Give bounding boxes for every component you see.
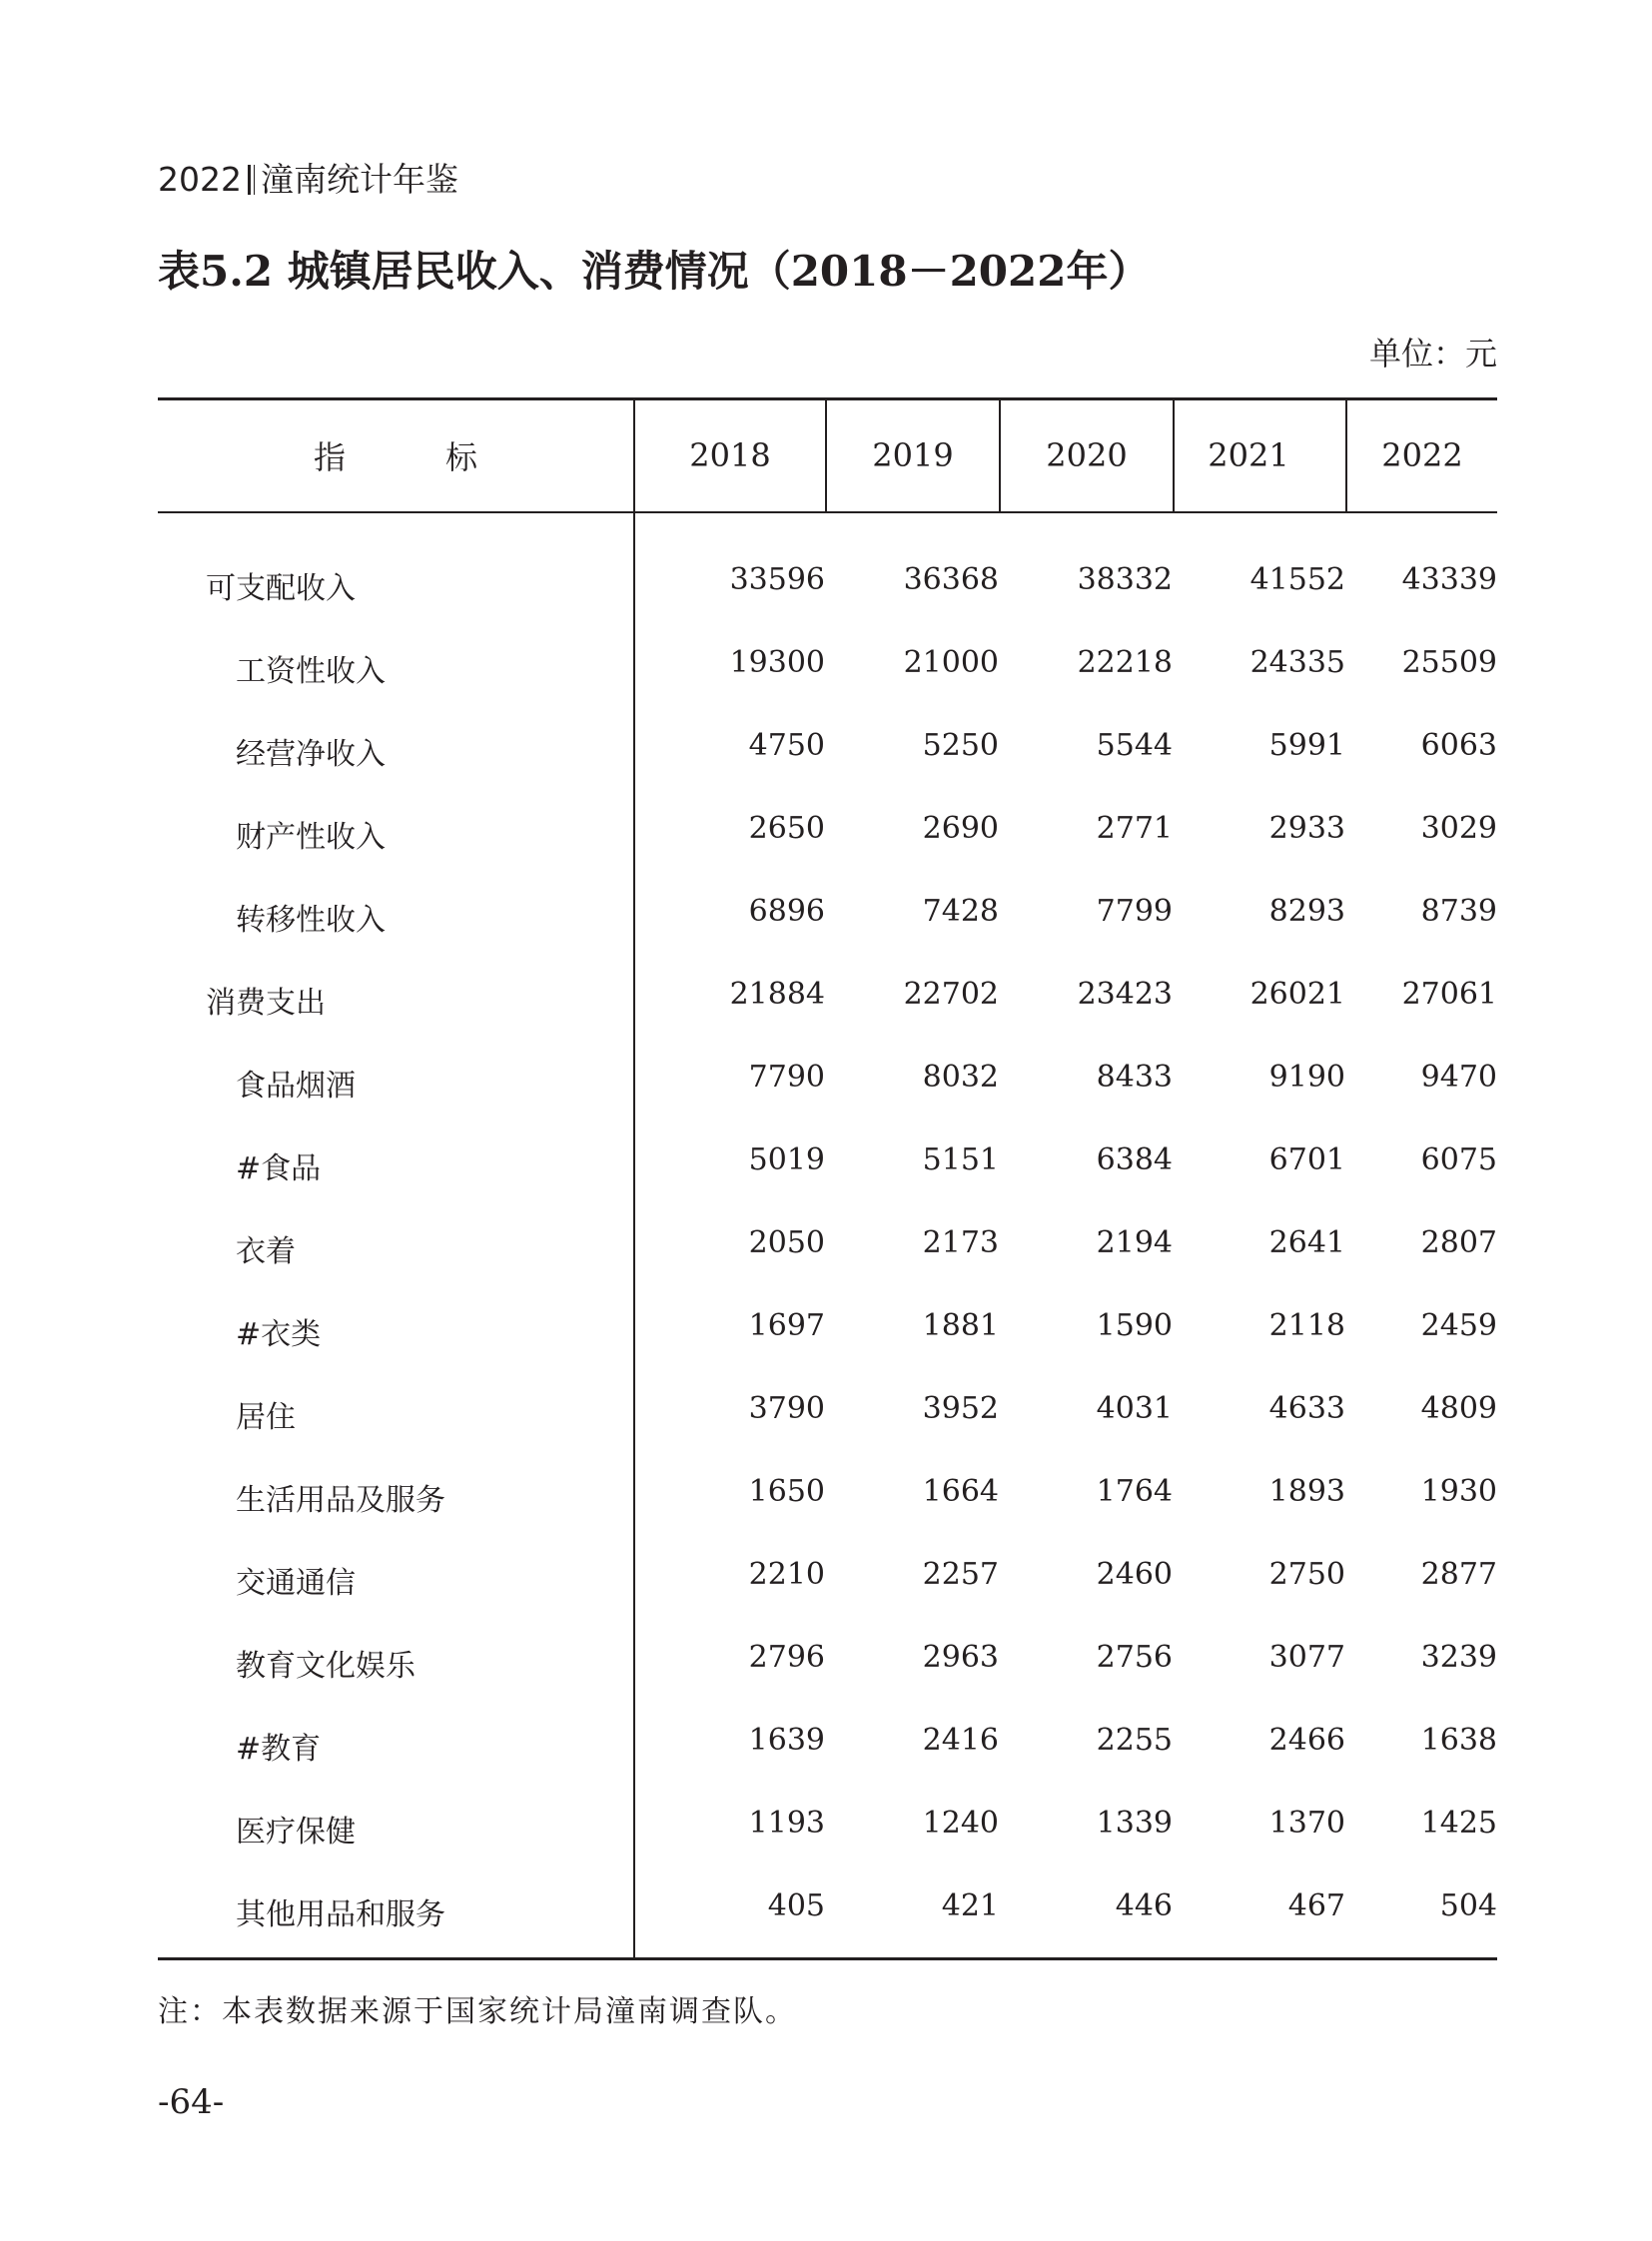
row-value: 2210	[748, 1557, 825, 1592]
row-value: 5019	[748, 1142, 825, 1177]
row-value: 6075	[1420, 1142, 1497, 1177]
row-value: 1697	[748, 1308, 825, 1343]
row-value: 504	[1439, 1888, 1497, 1923]
row-value: 1881	[922, 1308, 999, 1343]
table-row	[158, 1045, 1497, 1127]
row-value: 2750	[1268, 1557, 1345, 1592]
row-value: 3077	[1268, 1640, 1345, 1675]
table-title: 表5.2 城镇居民收入、消费情况（2018－2022年）	[158, 247, 1151, 296]
row-label: 消费支出	[206, 986, 326, 1021]
row-value: 2416	[922, 1723, 999, 1758]
row-value: 1893	[1268, 1474, 1345, 1509]
row-value: 1764	[1096, 1474, 1173, 1509]
row-value: 2807	[1420, 1225, 1497, 1260]
year-header: 2022	[1381, 436, 1463, 474]
running-head-divider-thin	[254, 165, 255, 195]
table-bottom-rule	[158, 1957, 1497, 1960]
row-value: 5991	[1268, 728, 1345, 763]
row-value: 24335	[1249, 645, 1345, 680]
row-value: 1339	[1096, 1806, 1173, 1841]
row-value: 9190	[1268, 1060, 1345, 1095]
table-row	[158, 1376, 1497, 1459]
row-value: 21884	[729, 977, 825, 1012]
row-value: 4031	[1096, 1391, 1173, 1426]
row-value: 421	[941, 1888, 999, 1923]
row-value: 8739	[1420, 894, 1497, 929]
table-row	[158, 1293, 1497, 1376]
page-number: -64-	[158, 2082, 225, 2122]
row-value: 4750	[748, 728, 825, 763]
row-value: 2877	[1420, 1557, 1497, 1592]
row-label: 工资性收入	[236, 654, 386, 689]
row-label: 生活用品及服务	[236, 1483, 445, 1518]
row-value: 6384	[1096, 1142, 1173, 1177]
running-head-book: 潼南统计年鉴	[260, 160, 458, 199]
row-value: 2257	[922, 1557, 999, 1592]
row-value: 2771	[1096, 811, 1173, 846]
year-header: 2020	[1046, 436, 1128, 474]
row-value: 22702	[903, 977, 999, 1012]
row-label: #教育	[236, 1732, 322, 1767]
row-value: 2933	[1268, 811, 1345, 846]
row-value: 1930	[1420, 1474, 1497, 1509]
row-value: 446	[1115, 1888, 1173, 1923]
row-value: 33596	[729, 562, 825, 597]
year-header: 2018	[689, 436, 771, 474]
table-row	[158, 879, 1497, 962]
stub-header-char: 标	[445, 438, 478, 476]
row-value: 5151	[922, 1142, 999, 1177]
row-label: 衣着	[236, 1234, 296, 1269]
row-label: 财产性收入	[236, 820, 386, 855]
row-value: 2466	[1268, 1723, 1345, 1758]
row-label: #食品	[236, 1151, 322, 1186]
row-value: 26021	[1249, 977, 1345, 1012]
row-value: 7428	[922, 894, 999, 929]
row-value: 7790	[748, 1060, 825, 1095]
row-label: 可支配收入	[206, 571, 356, 606]
table-row	[158, 1791, 1497, 1873]
row-value: 2173	[922, 1225, 999, 1260]
row-value: 21000	[903, 645, 999, 680]
row-value: 8433	[1096, 1060, 1173, 1095]
running-head-divider	[248, 165, 251, 195]
row-value: 2255	[1096, 1723, 1173, 1758]
row-value: 2690	[922, 811, 999, 846]
row-value: 4809	[1420, 1391, 1497, 1426]
row-value: 3239	[1420, 1640, 1497, 1675]
row-value: 27061	[1401, 977, 1497, 1012]
year-header: 2019	[872, 436, 954, 474]
row-label: 经营净收入	[236, 737, 386, 772]
row-value: 7799	[1096, 894, 1173, 929]
row-label: 转移性收入	[236, 903, 386, 938]
row-value: 38332	[1077, 562, 1173, 597]
row-label: 交通通信	[236, 1566, 356, 1601]
row-value: 1370	[1268, 1806, 1345, 1841]
row-label: 医疗保健	[236, 1815, 356, 1850]
row-value: 2194	[1096, 1225, 1173, 1260]
table-row	[158, 796, 1497, 879]
row-value: 1193	[748, 1806, 825, 1841]
running-head	[158, 160, 458, 200]
running-head-year: 2022	[158, 160, 242, 199]
row-label: 教育文化娱乐	[236, 1649, 415, 1684]
row-value: 1590	[1096, 1308, 1173, 1343]
row-value: 2963	[922, 1640, 999, 1675]
row-value: 405	[767, 1888, 825, 1923]
stub-header-char: 指	[313, 438, 346, 476]
row-value: 5544	[1096, 728, 1173, 763]
table-row	[158, 1873, 1497, 1956]
year-header: 2021	[1208, 436, 1289, 474]
row-value: 19300	[729, 645, 825, 680]
table-row	[158, 547, 1497, 630]
row-value: 2118	[1268, 1308, 1345, 1343]
row-value: 23423	[1077, 977, 1173, 1012]
row-value: 43339	[1401, 562, 1497, 597]
row-value: 41552	[1249, 562, 1345, 597]
row-value: 2459	[1420, 1308, 1497, 1343]
row-value: 3029	[1420, 811, 1497, 846]
row-value: 1664	[922, 1474, 999, 1509]
row-label: 食品烟酒	[236, 1069, 356, 1104]
row-value: 1425	[1420, 1806, 1497, 1841]
table-row	[158, 1708, 1497, 1791]
row-value: 1639	[748, 1723, 825, 1758]
row-value: 25509	[1401, 645, 1497, 680]
table-row	[158, 630, 1497, 713]
row-value: 2650	[748, 811, 825, 846]
table-row	[158, 713, 1497, 796]
row-value: 1638	[1420, 1723, 1497, 1758]
row-value: 3952	[922, 1391, 999, 1426]
row-label: #衣类	[236, 1317, 322, 1352]
row-value: 6063	[1420, 728, 1497, 763]
row-value: 1650	[748, 1474, 825, 1509]
row-value: 5250	[922, 728, 999, 763]
row-value: 2641	[1268, 1225, 1345, 1260]
row-value: 2460	[1096, 1557, 1173, 1592]
row-value: 2050	[748, 1225, 825, 1260]
row-value: 36368	[903, 562, 999, 597]
row-label: 居住	[236, 1400, 296, 1435]
table-row	[158, 1210, 1497, 1293]
unit-label: 单位：元	[1368, 335, 1497, 373]
row-value: 1240	[922, 1806, 999, 1841]
table-row	[158, 1127, 1497, 1210]
table-row	[158, 1625, 1497, 1708]
row-value: 2756	[1096, 1640, 1173, 1675]
table-row	[158, 962, 1497, 1045]
stub-header	[158, 397, 633, 513]
row-value: 3790	[748, 1391, 825, 1426]
table-row	[158, 1542, 1497, 1625]
row-value: 8032	[922, 1060, 999, 1095]
table-row	[158, 1459, 1497, 1542]
row-label: 其他用品和服务	[236, 1897, 445, 1932]
row-value: 6701	[1268, 1142, 1345, 1177]
row-value: 6896	[748, 894, 825, 929]
row-value: 4633	[1268, 1391, 1345, 1426]
row-value: 467	[1287, 1888, 1345, 1923]
row-value: 2796	[748, 1640, 825, 1675]
row-value: 8293	[1268, 894, 1345, 929]
row-value: 22218	[1077, 645, 1173, 680]
table-note: 注：本表数据来源于国家统计局潼南调查队。	[158, 1994, 797, 2029]
row-value: 9470	[1420, 1060, 1497, 1095]
